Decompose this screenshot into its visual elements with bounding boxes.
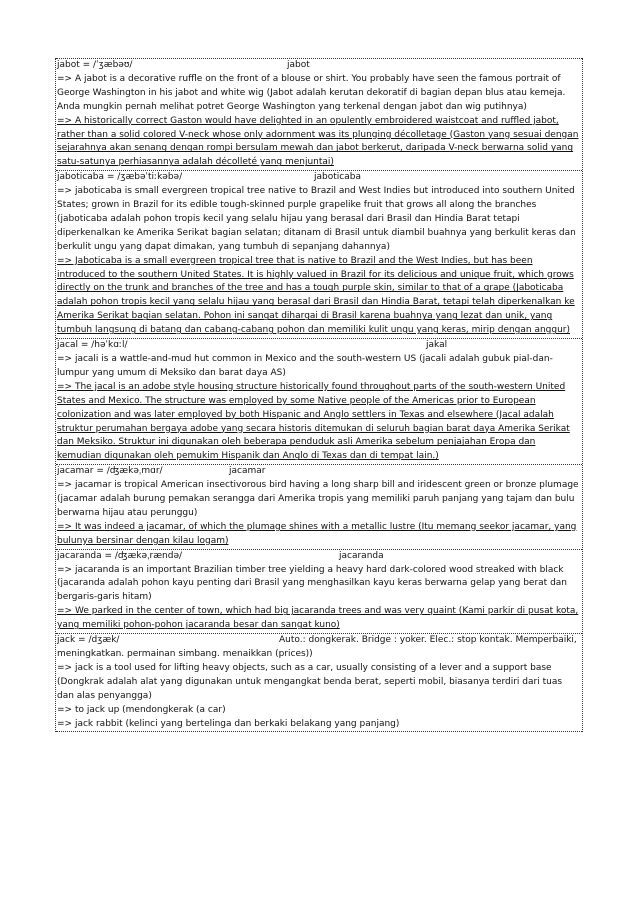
example-line: => It was indeed a jacamar, of which the plumage shines with a metallic lustre (Itu memang seekor jacamar, yang bulunya bersinar dengan kilau logam) bbox=[57, 521, 577, 546]
definition-line: => jacaranda is an important Brazilian timber tree yielding a heavy hard dark-colored wood streaked with black (jacaranda adalah pohon kayu penting dari Brasil yang menghasilkan kayu keras berwarna gelap yang berat dan bergaris-garis hitam) bbox=[57, 564, 567, 603]
entry-header bbox=[57, 59, 581, 73]
translation: jakal bbox=[426, 340, 448, 351]
pronunciation: jaboticaba = /ʒæbəˈtiːkəbə/ bbox=[57, 172, 183, 183]
example-line: => We parked in the center of town, which had big jacaranda trees and was very quaint (Kami parkir di pusat kota, yang memiliki pohon-pohon jacaranda besar dan sangat kuno) bbox=[57, 606, 579, 631]
entry-jack bbox=[56, 633, 582, 732]
definition-line: => jacali is a wattle-and-mud hut common in Mexico and the south-western US (jacali adalah gubuk pial-dan-lumpur yang umum di Meksiko dan barat daya AS) bbox=[57, 353, 553, 378]
entry-header bbox=[57, 550, 581, 564]
entry-header bbox=[57, 634, 581, 662]
translation: jabot bbox=[287, 60, 310, 70]
entry-header bbox=[57, 339, 581, 353]
pronunciation: jabot = /ˈʒæbəʊ/ bbox=[57, 60, 133, 70]
entry-jacal bbox=[56, 338, 582, 464]
translation: Auto.: dongkerak. Bridge : yoker. Elec.: stop kontak. Memperbaiki, meningkatkan. permainan simbang. menaikkan (prices)) bbox=[57, 635, 577, 659]
translation: jacamar bbox=[229, 466, 266, 477]
translation: jaboticaba bbox=[314, 172, 361, 183]
idiom-line: => jack rabbit (kelinci yang bertelinga dan berkaki belakang yang panjang) bbox=[57, 718, 400, 729]
entry-jaboticaba bbox=[56, 170, 582, 338]
example-line: => A historically correct Gaston would have delighted in an opulently embroidered waistcoat and ruffled jabot, rather than a solid colored V-neck whose only adornment was its plunging décolletage (Gaston yang sesuai dengan sejarahnya akan senang dengan rompi bersulam mewah dan jabot berkerut, daripada V-neck berwarna solid yang satu-satunya perhiasannya adalah décolleté yang menjuntai) bbox=[57, 115, 579, 168]
dictionary-document bbox=[55, 58, 583, 732]
pronunciation: jacamar = /ʤækəˌmɑr/ bbox=[57, 466, 163, 477]
example-line: => The jacal is an adobe style housing structure historically found throughout parts of the south-western United States and Mexico. The structure was employed by some Native people of the Americas prior to European colonization and was later employed by both Hispanic and Anglo settlers in Texas and elsewhere (Jacal adalah struktur perumahan bergaya adobe yang secara historis ditemukan di seluruh bagian barat daya Amerika Serikat dan Meksiko. Struktur ini digunakan oleh beberapa penduduk asli Amerika sebelum penjajahan Eropa dan kemudian digunakan oleh pemukim Hispanik dan Anglo di Texas dan di tempat lain.) bbox=[57, 381, 570, 462]
definition-line: => jacamar is tropical American insectivorous bird having a long sharp bill and iridescent green or bronze plumage (jacamar adalah burung pemakan serangga dari Amerika tropis yang memiliki paruh panjang yang tajam dan bulu berwarna hijau atau perunggu) bbox=[57, 480, 579, 518]
entry-header bbox=[57, 171, 581, 185]
entry-jabot bbox=[56, 58, 582, 170]
entry-jacaranda bbox=[56, 549, 582, 633]
entry-jacamar bbox=[56, 464, 582, 548]
translation: jacaranda bbox=[339, 550, 384, 561]
pronunciation: jacaranda = /ʤækəˌrændə/ bbox=[57, 550, 183, 561]
definition-line: => jaboticaba is small evergreen tropical tree native to Brazil and West Indies but introduced into southern United States; grown in Brazil for its edible tough-skinned purple grapelike fruit that grows all along the branches (jaboticaba adalah pohon tropis kecil yang selalu hijau yang berasal dari Brasil dan Hindia Barat tetapi diperkenalkan ke Amerika Serikat bagian selatan; ditanam di Brasil untuk diambil buahnya yang berkulit keras dan berkulit ungu yang dapat dimakan, yang tumbuh di sepanjang dahannya) bbox=[57, 186, 576, 252]
entry-header bbox=[57, 465, 581, 479]
pronunciation: jacal = /həˈkɑːl/ bbox=[57, 340, 128, 351]
definition-line: => jack is a tool used for lifting heavy objects, such as a car, usually consisting of a lever and a support base (Dongkrak adalah alat yang digunakan untuk mengangkat benda berat, seperti mobil, biasanya terdiri dari tuas dan alas penyangga) bbox=[57, 662, 563, 701]
definition-line: => A jabot is a decorative ruffle on the front of a blouse or shirt. You probably have seen the famous portrait of George Washington in his jabot and white wig (Jabot adalah kerutan dekoratif di bagian depan blus atau kemeja. Anda mungkin pernah melihat potret George Washington yang terkenal dengan jabot dan wig putihnya) bbox=[57, 73, 566, 112]
pronunciation: jack = /dʒæk/ bbox=[57, 635, 120, 646]
example-line: => Jaboticaba is a small evergreen tropical tree that is native to Brazil and the West Indies, but has been introduced to the southern United States. It is highly valued in Brazil for its delicious and unique fruit, which grows directly on the trunk and branches of the tree and has a tough purple skin, similar to that of a grape (Jaboticaba adalah pohon tropis kecil yang selalu hijau yang berasal dari Brasil dan Hindia Barat, tetapi telah diperkenalkan ke Amerika Serikat bagian selatan. Pohon ini sangat dihargai di Brasil karena buahnya yang lezat dan unik, yang tumbuh langsung di batang dan cabang-cabang pohon dan memiliki kulit ungu yang keras, mirip dengan anggur) bbox=[57, 255, 575, 336]
idiom-line: => to jack up (mendongkerak (a car) bbox=[57, 704, 226, 715]
